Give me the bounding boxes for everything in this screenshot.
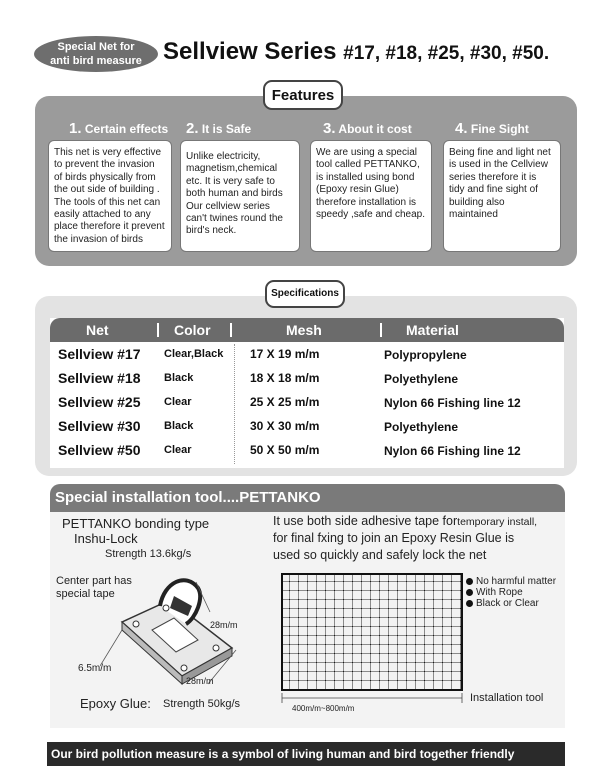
cell-color: Clear,Black <box>164 348 224 360</box>
legend-item <box>466 587 556 598</box>
bonding-type-label: PETTANKO bonding type <box>62 516 210 531</box>
feature-1-box <box>48 140 172 252</box>
installation-heading: Special installation tool....PETTANKO <box>50 484 565 512</box>
feature-2-line: both human and birds <box>186 188 283 200</box>
feature-1-line: the invasion of birds <box>54 233 143 245</box>
feature-3-title: About it cost <box>338 122 412 136</box>
table-row <box>50 394 564 418</box>
legend-item <box>466 598 556 609</box>
description-line-3: used so quickly and safely lock the net <box>273 548 487 562</box>
feature-1-line: place therefore it prevent <box>54 221 165 233</box>
strength-bottom-label: Strength 50kg/s <box>163 698 241 710</box>
description-line-1 <box>273 514 537 528</box>
feature-3-line: therefore installation is <box>316 196 417 208</box>
cell-color: Clear <box>164 396 192 408</box>
feature-2-line: etc. It is very safe to <box>186 175 275 187</box>
footer-banner: Our bird pollution measure is a symbol of living human and bird together friendly <box>47 742 565 766</box>
header-divider <box>157 323 159 337</box>
header-divider <box>380 323 382 337</box>
cell-material: Polypropylene <box>384 348 467 362</box>
cell-color: Black <box>164 372 194 384</box>
feature-2-line: Our cellview series <box>186 200 270 212</box>
feature-2-line: magnetism,chemical <box>186 163 278 175</box>
feature-2-line: can't twines round the <box>186 213 283 225</box>
description-line-1b: temporary install, <box>457 516 538 528</box>
feature-2-title: It is Safe <box>201 122 252 136</box>
feature-4-line: building also maintained <box>449 196 505 221</box>
feature-3-line: (Epoxy resin Glue) <box>316 184 399 196</box>
cell-mesh: 17 X 19 m/m <box>250 347 320 361</box>
cell-mesh: 30 X 30 m/m <box>250 419 320 433</box>
feature-2-line: Unlike electricity, <box>186 151 261 162</box>
feature-4-line: is used in the Cellview <box>449 159 548 171</box>
inshu-lock-label: Inshu-Lock <box>74 531 138 546</box>
header-divider <box>230 323 232 337</box>
title-numbers: #17, #18, #25, #30, #50. <box>343 43 550 64</box>
cell-color: Black <box>164 420 194 432</box>
feature-4-line: series therefore it is <box>449 171 537 183</box>
cell-net: Sellview #50 <box>58 442 141 458</box>
feature-1-line: The tools of this net can <box>54 196 161 208</box>
feature-3-line: We are using a special <box>316 147 417 158</box>
table-row <box>50 418 564 442</box>
cell-net: Sellview #18 <box>58 370 141 386</box>
installation-tool-label: Installation tool <box>470 692 544 704</box>
bullet-icon <box>466 578 473 585</box>
feature-4-box <box>443 140 561 252</box>
feature-3-line: is installed using bond <box>316 171 415 183</box>
feature-4-heading <box>455 120 529 137</box>
title-main: Sellview Series <box>163 38 344 65</box>
features-label: Features <box>263 80 343 110</box>
header-color: Color <box>174 322 211 338</box>
cell-net: Sellview #25 <box>58 394 141 410</box>
feature-1-line: to prevent the invasion <box>54 159 155 171</box>
header-net: Net <box>86 322 109 338</box>
feature-4-line: tidy and fine sight of <box>449 184 538 196</box>
cell-mesh: 18 X 18 m/m <box>250 371 320 385</box>
special-net-badge <box>34 36 158 72</box>
page-title <box>163 38 549 66</box>
feature-3-line: speedy ,safe and cheap. <box>316 209 425 221</box>
feature-4-number: 4. <box>455 120 468 137</box>
feature-2-number: 2. <box>186 120 199 137</box>
table-row <box>50 442 564 466</box>
feature-2-box <box>180 140 300 252</box>
feature-1-line: This net is very effective <box>54 147 162 158</box>
specifications-table <box>50 318 564 468</box>
legend-text: With Rope <box>476 587 523 598</box>
feature-4-title: Fine Sight <box>470 122 529 136</box>
dimension-28-bottom: 28m/m <box>186 676 214 686</box>
pettanko-tool-illustration <box>100 560 270 690</box>
feature-2-heading <box>186 120 251 137</box>
table-header <box>50 318 564 342</box>
feature-3-number: 3. <box>323 120 336 137</box>
center-part-line: special tape <box>56 588 115 600</box>
feature-4-line: Being fine and light net <box>449 147 551 158</box>
dimension-28-right: 28m/m <box>210 620 238 630</box>
cell-net: Sellview #17 <box>58 346 141 362</box>
net-legend <box>466 576 556 609</box>
legend-text: No harmful matter <box>476 576 557 587</box>
net-illustration <box>280 572 470 712</box>
cell-mesh: 25 X 25 m/m <box>250 395 320 409</box>
table-row <box>50 346 564 370</box>
epoxy-glue-label: Epoxy Glue: <box>80 696 151 711</box>
description-line-2: for final fxing to join an Epoxy Resin Glue is <box>273 531 515 545</box>
bullet-icon <box>466 600 473 607</box>
cell-material: Polyethylene <box>384 372 459 386</box>
feature-3-line: tool called PETTANKO, <box>316 159 420 171</box>
header-mesh: Mesh <box>286 322 322 338</box>
feature-3-box <box>310 140 432 252</box>
bullet-icon <box>466 589 473 596</box>
feature-2-line: bird's neck. <box>186 225 237 237</box>
feature-1-title: Certain effects <box>84 122 169 136</box>
net-dimension-label: 400m/m~800m/m <box>292 704 355 713</box>
feature-1-line: easily attached to any <box>54 209 151 221</box>
dimension-6-5: 6.5m/m <box>78 663 112 674</box>
feature-1-line: of birds physically from <box>54 171 156 183</box>
cell-material: Nylon 66 Fishing line 12 <box>384 444 521 458</box>
legend-item <box>466 576 556 587</box>
description-line-1a: It use both side adhesive tape for <box>273 514 458 528</box>
cell-material: Polyethylene <box>384 420 459 434</box>
feature-1-line: the out side of building . <box>54 184 160 196</box>
table-row <box>50 370 564 394</box>
cell-color: Clear <box>164 444 192 456</box>
strength-top-label: Strength 13.6kg/s <box>105 548 192 560</box>
center-part-line: Center part has <box>56 575 132 587</box>
header-material: Material <box>406 322 459 338</box>
cell-material: Nylon 66 Fishing line 12 <box>384 396 521 410</box>
feature-3-heading <box>323 120 412 137</box>
feature-1-heading <box>69 120 168 137</box>
badge-line-2: anti bird measure <box>50 55 142 67</box>
cell-mesh: 50 X 50 m/m <box>250 443 320 457</box>
cell-net: Sellview #30 <box>58 418 141 434</box>
feature-1-number: 1. <box>69 120 82 137</box>
badge-line-1: Special Net for <box>57 41 135 53</box>
legend-text: Black or Clear <box>476 598 539 609</box>
specifications-label: Specifications <box>265 280 345 308</box>
